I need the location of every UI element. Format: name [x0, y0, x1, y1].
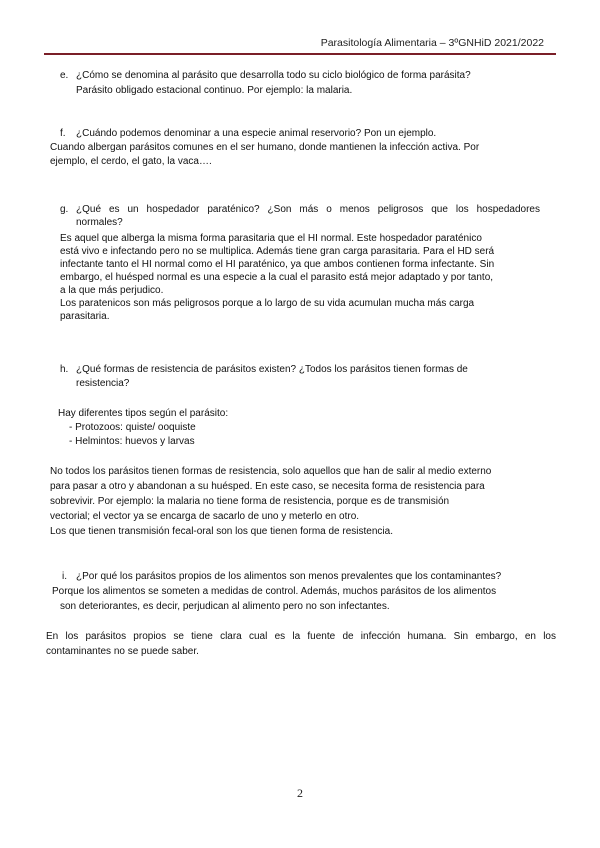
answer-h-line: vectorial; el vector ya se encarga de sacarlo de uno y meterlo en otro.	[50, 511, 360, 522]
question-e: ¿Cómo se denomina al parásito que desarrolla todo su ciclo biológico de forma parásita?	[76, 70, 471, 81]
answer-g-line: está vivo e infectando pero no se multiplica. Además tiene gran carga parasitaria. Para el HD será	[60, 246, 495, 257]
marker-e: e.	[60, 70, 69, 81]
marker-f: f.	[60, 128, 66, 139]
answer-e-line: Parásito obligado estacional continuo. Por ejemplo: la malaria.	[76, 85, 353, 96]
question-g: ¿Qué es un hospedador paraténico? ¿Son más o menos peligrosos que los hospedadores	[76, 204, 540, 215]
answer-g-line: parasitaria.	[60, 311, 110, 322]
answer-f-line: Cuando albergan parásitos comunes en el ser humano, donde mantienen la infección activa. Por	[50, 142, 480, 153]
answer-i-line: son deteriorantes, es decir, perjudican al alimento pero no son infectantes.	[60, 601, 390, 612]
question-g-cont: normales?	[76, 217, 123, 228]
answer-h-line: para pasar a otro y abandonan a su huésped. En este caso, se necesita forma de resistencia para	[50, 481, 485, 492]
answer-g-line: Los paratenicos son más peligrosos porque a lo largo de su vida acumulan mucha más carga	[60, 298, 475, 309]
answer-h-line: No todos los parásitos tienen formas de resistencia, solo aquellos que han de salir al medio externo	[50, 466, 492, 477]
answer-h-line: sobrevivir. Por ejemplo: la malaria no tiene forma de resistencia, porque es de transmisión	[50, 496, 450, 507]
answer-f-line: ejemplo, el cerdo, el gato, la vaca….	[50, 156, 212, 167]
marker-g: g.	[60, 204, 69, 215]
answer-h-intro: Hay diferentes tipos según el parásito:	[58, 408, 229, 419]
list-item-helmintos: - Helmintos: huevos y larvas	[69, 436, 195, 447]
running-header: Parasitología Alimentaria – 3ºGNHiD 2021/2022	[320, 37, 544, 49]
answer-g-line: infectante tanto el HI normal como el HI paraténico, ya que ambos contienen forma infectante. Sin	[60, 259, 495, 270]
answer-i-line: Porque los alimentos se someten a medidas de control. Además, muchos parásitos de los alimentos	[52, 586, 497, 597]
final-paragraph-line: contaminantes no se puede saber.	[46, 646, 199, 657]
question-i: ¿Por qué los parásitos propios de los alimentos son menos prevalentes que los contaminantes?	[76, 571, 502, 582]
question-h-cont: resistencia?	[76, 378, 130, 389]
header-rule	[44, 53, 556, 55]
answer-g-line: Es aquel que alberga la misma forma parasitaria que el HI normal. Este hospedador paraténico	[60, 233, 482, 244]
marker-i: i.	[62, 571, 67, 582]
question-h: ¿Qué formas de resistencia de parásitos existen? ¿Todos los parásitos tienen formas de	[76, 364, 468, 375]
final-paragraph-line: En los parásitos propios se tiene clara cual es la fuente de infección humana. Sin embargo, en los	[46, 631, 556, 642]
list-item-protozoos: - Protozoos: quiste/ ooquiste	[69, 422, 196, 433]
marker-h: h.	[60, 364, 69, 375]
question-f: ¿Cuándo podemos denominar a una especie animal reservorio? Pon un ejemplo.	[76, 128, 437, 139]
answer-h-line: Los que tienen transmisión fecal-oral son los que tienen forma de resistencia.	[50, 526, 393, 537]
answer-g-line: a la que más perjudico.	[60, 285, 164, 296]
page-number: 2	[297, 786, 303, 800]
answer-g-line: embargo, el huésped normal es una especie a la cual el parasito está mejor adaptado y por tanto,	[60, 272, 494, 283]
